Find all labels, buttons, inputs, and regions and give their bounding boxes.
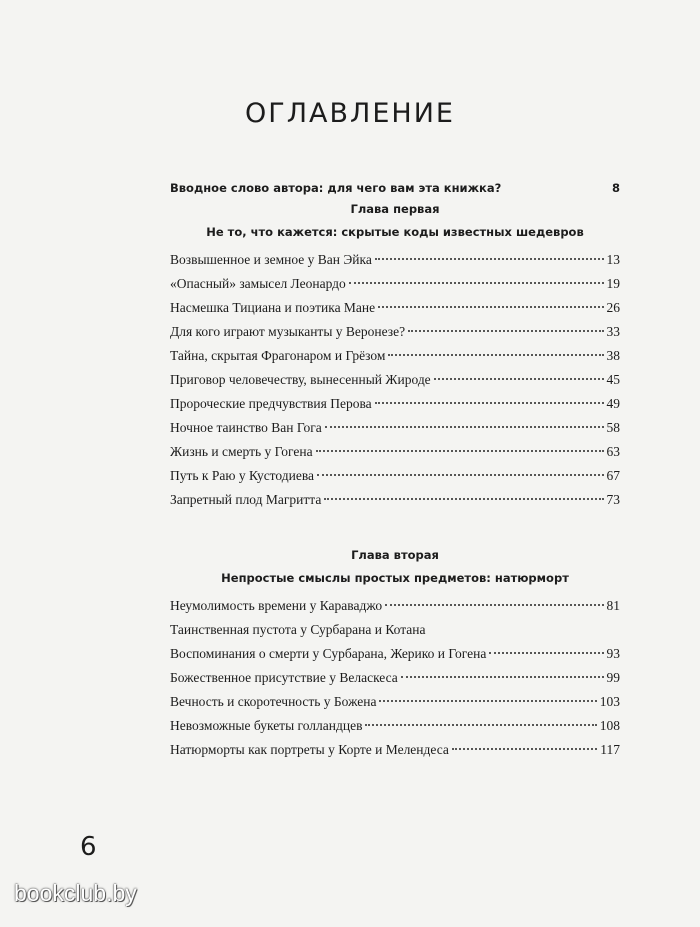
entry-title: Божественное присутствие у Веласкеса — [170, 670, 398, 685]
dot-leader — [375, 402, 604, 404]
entry-title: Таинственная пустота у Сурбарана и Котана — [170, 622, 426, 637]
dot-leader — [408, 330, 603, 332]
toc-intro-entry — [170, 178, 620, 198]
entry-page: 13 — [606, 252, 620, 267]
entry-title: Возвышенное и земное у Ван Эйка — [170, 252, 372, 267]
dot-leader — [324, 498, 603, 500]
toc-entry — [170, 344, 620, 368]
dot-leader — [375, 258, 604, 260]
toc-entry — [170, 594, 620, 618]
entry-page: 19 — [606, 276, 620, 291]
chapter-subtitle: Непростые смыслы простых предметов: натюрморт — [221, 571, 569, 585]
entry-title: Насмешка Тициана и поэтика Мане — [170, 300, 376, 315]
entry-title: Приговор человечеству, вынесенный Жироде — [170, 372, 431, 387]
entry-page: 45 — [606, 372, 620, 387]
dot-leader — [349, 282, 604, 284]
dot-leader — [434, 378, 604, 380]
toc-entry — [170, 642, 620, 666]
dot-leader — [316, 450, 604, 452]
chapter-1 — [170, 198, 620, 512]
toc-entry — [170, 368, 620, 392]
entry-title: Вечность и скоротечность у Божена — [170, 694, 377, 709]
entry-title: Жизнь и смерть у Гогена — [170, 444, 313, 459]
entry-page: 73 — [606, 492, 620, 507]
dot-leader — [378, 306, 603, 308]
entry-title: Воспоминания о смерти у Сурбарана, Жерико и Гогена — [170, 646, 487, 661]
entry-title: Тайна, скрытая Фрагонаром и Грёзом — [170, 348, 386, 363]
entry-title: Для кого играют музыканты у Веронезе? — [170, 324, 406, 339]
page-number: 6 — [80, 832, 97, 862]
entry-page: 93 — [606, 646, 620, 661]
dot-leader — [452, 748, 597, 750]
entry-page: 58 — [606, 420, 620, 435]
intro-title: Вводное слово автора: для чего вам эта книжка? — [170, 181, 502, 195]
entry-page: 67 — [606, 468, 620, 483]
entry-page: 103 — [599, 694, 620, 709]
dot-leader — [489, 652, 603, 654]
toc-entry — [170, 488, 620, 512]
toc-entry — [170, 738, 620, 762]
toc-entry — [170, 272, 620, 296]
entry-title: Запретный плод Магритта — [170, 492, 322, 507]
entry-title: «Опасный» замысел Леонардо — [170, 276, 346, 291]
entry-page: 108 — [599, 718, 620, 733]
table-of-contents — [170, 178, 620, 762]
entry-title: Путь к Раю у Кустодиева — [170, 468, 315, 483]
dot-leader — [317, 474, 603, 476]
dot-leader — [388, 354, 603, 356]
entry-page: 38 — [606, 348, 620, 363]
chapter-subtitle: Не то, что кажется: скрытые коды известных шедевров — [206, 225, 584, 239]
intro-page: 8 — [611, 181, 620, 195]
entry-page: 81 — [606, 598, 620, 613]
toc-entry — [170, 666, 620, 690]
dot-leader — [365, 724, 596, 726]
toc-entry — [170, 296, 620, 320]
chapter-label: Глава вторая — [351, 548, 439, 562]
toc-entry — [170, 440, 620, 464]
entry-page: 117 — [600, 742, 620, 757]
entry-page: 33 — [606, 324, 620, 339]
dot-leader — [401, 676, 604, 678]
dot-leader — [379, 700, 596, 702]
entry-page: 99 — [606, 670, 620, 685]
toc-entry — [170, 392, 620, 416]
entry-title: Ночное таинство Ван Гога — [170, 420, 322, 435]
watermark: bookclub.by — [14, 880, 137, 906]
entry-title: Натюрморты как портреты у Корте и Мелендеса — [170, 742, 449, 757]
dot-leader — [325, 426, 604, 428]
chapter-spacer — [170, 512, 620, 544]
dot-leader — [385, 604, 603, 606]
chapter-label: Глава первая — [350, 202, 440, 216]
entry-page: 63 — [606, 444, 620, 459]
entry-title: Пророческие предчувствия Перова — [170, 396, 372, 411]
toc-entry — [170, 714, 620, 738]
toc-entry — [170, 690, 620, 714]
toc-entry — [170, 464, 620, 488]
toc-entry — [170, 416, 620, 440]
toc-entry — [170, 320, 620, 344]
entry-page: 49 — [606, 396, 620, 411]
entry-page: 26 — [606, 300, 620, 315]
entry-title: Невозможные букеты голландцев — [170, 718, 363, 733]
entry-title: Неумолимость времени у Караваджо — [170, 598, 383, 613]
chapter-2 — [170, 544, 620, 762]
page-title: ОГЛАВЛЕНИЕ — [245, 98, 455, 129]
toc-entry — [170, 248, 620, 272]
toc-entry — [170, 618, 620, 642]
